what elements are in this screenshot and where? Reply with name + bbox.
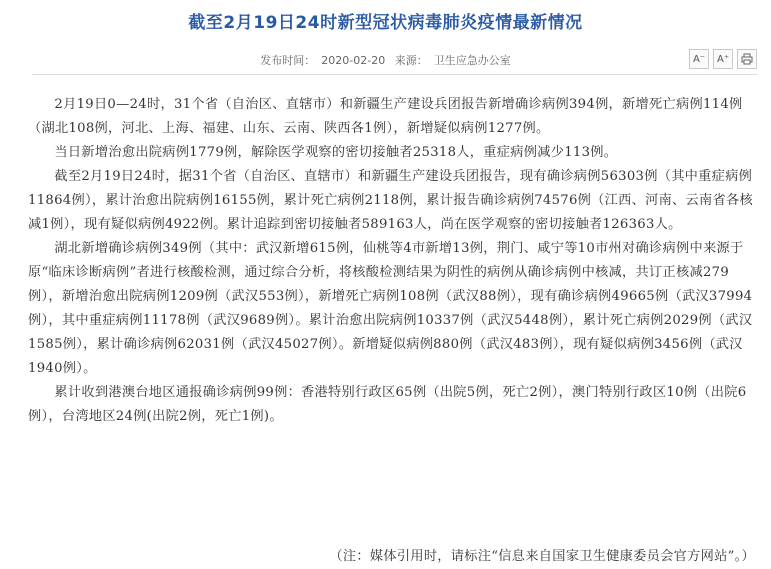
citation-note: （注：媒体引用时，请标注“信息来自国家卫生健康委员会官方网站”。） <box>329 549 755 564</box>
print-icon <box>741 53 753 65</box>
paragraph-hk-macao-taiwan: 累计收到港澳台地区通报确诊病例99例：香港特别行政区65例（出院5例，死亡2例），澳门特别行政区10例（出院6例），台湾地区24例(出院2例，死亡1例)。 <box>28 385 747 424</box>
article-body <box>28 93 756 429</box>
paragraph-recovered: 当日新增治愈出院病例1779例，解除医学观察的密切接触者25318人，重症病例减少113例。 <box>54 145 618 160</box>
font-smaller-button[interactable] <box>689 49 709 69</box>
paragraph-cumulative: 截至2月19日24时，据31个省（自治区、直辖市）和新疆生产建设兵团报告，现有确诊病例56303例（其中重症病例11864例），累计治愈出院病例16155例，累计死亡病例2118例，累计报告确诊病例74576例（江西、河南、云南省各核减1例），现有疑似病例4922例。累计追踪到密切接触者589163人，尚在医学观察的密切接触者126363人。 <box>28 169 753 232</box>
title-divider <box>32 74 757 75</box>
publish-time-label: 发布时间： <box>260 54 316 67</box>
paragraph-hubei: 湖北新增确诊病例349例（其中：武汉新增615例，仙桃等4市新增13例，荆门、咸宁等10市州对确诊病例中来源于原“临床诊断病例”者进行核酸检测，通过综合分析，将核酸检测结果为阴性的病例从确诊病例中核减，共订正核减279例），新增治愈出院病例1209例（武汉553例），新增死亡病例108例（武汉88例），现有确诊病例49665例（武汉37994例），其中重症病例11178例（武汉9689例）。累计治愈出院病例10337例（武汉5448例），累计死亡病例2029例（武汉1585例），累计确诊病例62031例（武汉45027例）。新增疑似病例880例（武汉483例），现有疑似病例3456例（武汉1940例）。 <box>28 241 753 376</box>
source-value: 卫生应急办公室 <box>433 54 511 67</box>
paragraph-daily-new: 2月19日0—24时，31个省（自治区、直辖市）和新疆生产建设兵团报告新增确诊病例394例，新增死亡病例114例（湖北108例，河北、上海、福建、山东、云南、陕西各1例），新增疑似病例1277例。 <box>28 97 743 136</box>
font-smaller-icon: A⁻ <box>692 53 706 65</box>
source-label: 来源： <box>394 54 428 67</box>
publish-time-value: 2020-02-20 <box>321 54 386 67</box>
article-toolbar <box>689 49 757 69</box>
font-larger-button[interactable] <box>713 49 733 69</box>
publish-meta <box>0 52 771 68</box>
print-button[interactable] <box>737 49 757 69</box>
page-title: 截至2月19日24时新型冠状病毒肺炎疫情最新情况 <box>188 13 583 33</box>
font-larger-icon: A⁺ <box>716 53 730 65</box>
